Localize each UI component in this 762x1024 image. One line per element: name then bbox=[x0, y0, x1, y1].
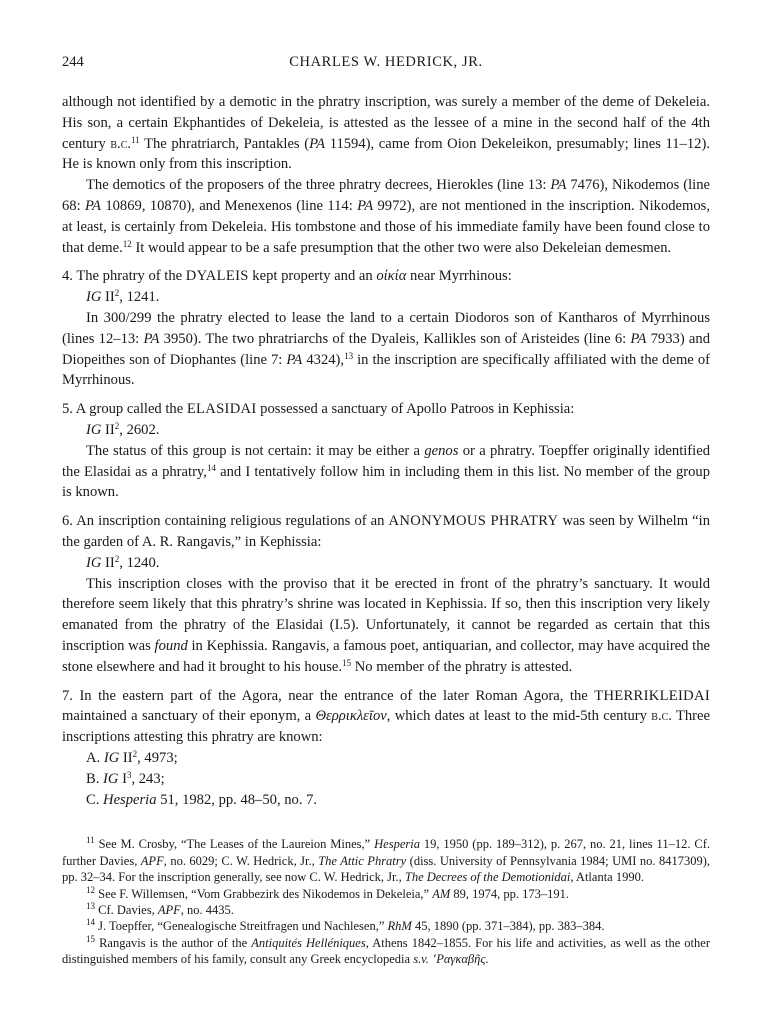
text-run: See M. Crosby, “The Leases of the Laureion Mines,” bbox=[94, 837, 375, 852]
text-run: C. bbox=[86, 791, 104, 808]
text-run: genos bbox=[424, 442, 459, 459]
footnote-13 bbox=[62, 902, 710, 918]
text-run: IG bbox=[86, 421, 102, 438]
text-run: found bbox=[154, 637, 188, 654]
text-run: or a phratry. Toepffer originally identified the Elasidai as a phratry, bbox=[62, 442, 710, 480]
text-run: II bbox=[101, 289, 115, 306]
footnote-number: 12 bbox=[86, 884, 95, 895]
greek-term: οἰκία bbox=[376, 268, 407, 285]
text-run: 4324), bbox=[302, 351, 345, 368]
text-run: , 4973; bbox=[137, 749, 178, 766]
text-run: Three inscriptions attesting this phratry are known: bbox=[62, 708, 710, 746]
main-text bbox=[62, 92, 710, 810]
text-run: 3950). The two phratriarchs of the Dyaleis, Kallikles son of Aristeides (line 6: bbox=[159, 330, 631, 347]
paragraph bbox=[62, 441, 710, 503]
text-run: RhM bbox=[387, 919, 412, 934]
text-run: APF bbox=[140, 853, 164, 868]
text-run: PA bbox=[630, 330, 647, 347]
paragraph bbox=[62, 574, 710, 678]
footnote-12 bbox=[62, 886, 710, 902]
text-run: although not identified by a demotic in the phratry inscription, was surely a member of the deme of Dekeleia. His son, a certain Ekphantides of Dekeleia, is attested as the lessee of a mine in the second half of the 4th century bbox=[62, 94, 710, 152]
entry-heading bbox=[62, 686, 710, 748]
text-run: 11594), came from Oion Dekeleikon, presumably; lines 11–12). He is known only from this inscription. bbox=[62, 135, 710, 173]
inscription-item bbox=[62, 769, 710, 790]
text-run: The Attic Phratry bbox=[318, 853, 407, 868]
footnote-ref: 13 bbox=[344, 350, 354, 361]
text-run: 19, 1950 (pp. 189–312), p. 267, no. 21, lines 11–12. Cf. further Davies, bbox=[62, 837, 710, 868]
text-run: in the inscription are specifically affiliated with the deme of Myrrhinous. bbox=[62, 351, 710, 389]
text-run: near Myrrhinous: bbox=[406, 268, 512, 285]
text-run: s.v. bbox=[413, 952, 429, 967]
text-run: , no. 4435. bbox=[180, 902, 234, 917]
text-run: maintained a sanctuary of their eponym, a bbox=[62, 708, 316, 725]
text-run: , 1240. bbox=[119, 554, 160, 571]
text-run: 51, 1982, pp. 48–50, no. 7. bbox=[156, 791, 318, 808]
text-run: PA bbox=[357, 197, 374, 214]
inscription-item bbox=[62, 748, 710, 769]
entry-heading bbox=[62, 511, 710, 553]
footnotes bbox=[62, 836, 710, 967]
text-run: , Atlanta 1990. bbox=[570, 870, 644, 885]
inscription-item bbox=[62, 790, 710, 811]
paragraph bbox=[62, 175, 710, 258]
text-run: kept property and an bbox=[248, 268, 377, 285]
text-run: In 300/299 the phratry elected to lease the land to a certain Diodoros son of Kantharos of Myrrhinous (lines 12–13: bbox=[62, 309, 710, 347]
superscript: 2 bbox=[132, 748, 138, 759]
entry-number: 4. bbox=[62, 268, 73, 285]
text-run: AM bbox=[432, 886, 451, 901]
entry-number: 6. bbox=[62, 513, 73, 530]
footnote-number: 11 bbox=[86, 835, 95, 846]
text-run: Antiquités Helléniques bbox=[251, 935, 366, 950]
text-run: IG bbox=[103, 770, 119, 787]
paragraph bbox=[62, 92, 710, 175]
text-run: The status of this group is not certain: it may be either a bbox=[86, 442, 425, 459]
text-run: IG bbox=[103, 749, 120, 766]
footnote-ref: 12 bbox=[122, 238, 132, 249]
text-run: I bbox=[118, 770, 127, 787]
greek-term: ʽΡαγκαβῆς bbox=[432, 952, 486, 967]
text-run: , Athens 1842–1855. For his life and activities, as well as the other distinguished members of his family, consult any Greek encyclopedia bbox=[62, 935, 710, 967]
text-run: B. bbox=[86, 770, 104, 787]
text-run: The phratriarch, Pantakles ( bbox=[139, 135, 310, 152]
running-head: CHARLES W. HEDRICK, JR. bbox=[289, 54, 483, 70]
superscript: 2 bbox=[114, 553, 120, 564]
text-run: , which dates at least to the mid-5th century bbox=[386, 708, 652, 725]
greek-term: Θερρικλεῖον bbox=[315, 708, 387, 725]
text-run: , 243; bbox=[131, 770, 165, 787]
text-run: Hesperia bbox=[103, 791, 157, 808]
text-run: in Kephissia. Rangavis, a famous poet, antiquarian, and collector, may have acquired the stone elsewhere and had it brought to his house. bbox=[62, 637, 710, 675]
text-run: PA bbox=[85, 197, 101, 214]
footnote-ref: 11 bbox=[131, 134, 140, 145]
text-run: , no. 6029; C. W. Hedrick, Jr., bbox=[163, 853, 319, 868]
text-run: b.c. bbox=[651, 708, 672, 725]
entry-heading bbox=[62, 399, 710, 420]
text-run: and I tentatively follow him in including them in this list. No member of the group is known. bbox=[62, 463, 710, 501]
footnote-14 bbox=[62, 918, 710, 934]
text-run: IG bbox=[86, 554, 102, 571]
text-run: . bbox=[485, 952, 489, 967]
phratry-name: DYALEIS bbox=[185, 268, 249, 285]
text-run: 45, 1890 (pp. 371–384), pp. 383–384. bbox=[411, 919, 605, 934]
text-run: The Decrees of the Demotionidai bbox=[404, 870, 571, 885]
text-run: (diss. University of Pennsylvania 1984; UMI no. 8417309), pp. 32–34. For the inscription generally, see now C. W. Hedrick, Jr., bbox=[62, 853, 710, 885]
footnote-ref: 15 bbox=[342, 657, 352, 668]
text-run: See F. Willemsen, “Vom Grabbezirk des Nikodemos in Dekeleia,” bbox=[95, 886, 433, 901]
text-run: It would appear to be a safe presumption that the other two were also Dekeleian demesmen. bbox=[131, 239, 672, 256]
entry-number: 5. bbox=[62, 401, 73, 418]
text-run: Rangavis is the author of the bbox=[95, 935, 252, 950]
page-header bbox=[62, 50, 710, 76]
paragraph bbox=[62, 308, 710, 391]
catalog-entry-6 bbox=[62, 511, 710, 677]
superscript: 2 bbox=[114, 288, 120, 299]
footnote-ref: 14 bbox=[206, 462, 216, 473]
footnote-number: 15 bbox=[86, 933, 95, 944]
text-run: PA bbox=[143, 330, 160, 347]
text-run: 9972), are not mentioned in the inscription. Nikodemos, at least, is certainly from Dekeleia. His tombstone and those of his immediate family have been found close to that deme. bbox=[62, 197, 710, 256]
text-run: was seen by Wilhelm “in the garden of A. R. Rangavis,” in Kephissia: bbox=[62, 513, 710, 550]
text-run: A group called the bbox=[72, 401, 187, 418]
text-run: J. Toepffer, “Genealogische Streitfragen und Nachlesen,” bbox=[95, 919, 388, 934]
inscription-ref bbox=[62, 420, 710, 441]
text-run: PA bbox=[550, 177, 567, 194]
superscript: 2 bbox=[114, 420, 120, 431]
text-run: II bbox=[101, 421, 115, 438]
text-run: In the eastern part of the Agora, near the entrance of the later Roman Agora, the bbox=[72, 687, 595, 704]
catalog-entry-4 bbox=[62, 266, 710, 391]
text-run: 7476), Nikodemos (line 68: bbox=[62, 177, 710, 214]
entry-number: 7. bbox=[62, 687, 73, 704]
page-number: 244 bbox=[62, 54, 84, 70]
phratry-name: ELASIDAI bbox=[186, 401, 257, 418]
text-run: An inscription containing religious regulations of an bbox=[72, 513, 389, 530]
inscription-ref bbox=[62, 287, 710, 308]
text-run: 7933) and Diopeithes son of Diophantes (line 7: bbox=[62, 330, 710, 368]
text-run: II bbox=[101, 554, 115, 571]
text-run: II bbox=[119, 749, 133, 766]
text-run: No member of the phratry is attested. bbox=[351, 658, 573, 675]
text-run: The demotics of the proposers of the three phratry decrees, Hierokles (line 13: bbox=[86, 177, 551, 194]
text-run: , 1241. bbox=[119, 289, 160, 306]
page bbox=[62, 50, 710, 968]
text-run: , 2602. bbox=[119, 421, 160, 438]
text-run: 10869, 10870), and Menexenos (line 114: bbox=[100, 197, 358, 214]
footnote-15 bbox=[62, 935, 710, 968]
footnote-11 bbox=[62, 836, 710, 885]
text-run: PA bbox=[286, 351, 303, 368]
catalog-entry-5 bbox=[62, 399, 710, 503]
text-run: The phratry of the bbox=[72, 268, 186, 285]
text-run: Cf. Davies, bbox=[95, 902, 158, 917]
phratry-name: ANONYMOUS PHRATRY bbox=[388, 513, 559, 530]
text-run: b.c. bbox=[110, 135, 132, 152]
text-run: PA bbox=[309, 135, 326, 152]
text-run: IG bbox=[86, 289, 102, 306]
catalog-entry-7 bbox=[62, 686, 710, 811]
footnote-number: 14 bbox=[86, 917, 95, 928]
text-run: possessed a sanctuary of Apollo Patroos in Kephissia: bbox=[256, 401, 575, 418]
inscription-ref bbox=[62, 553, 710, 574]
text-run: APF bbox=[157, 902, 181, 917]
text-run: Hesperia bbox=[374, 837, 420, 852]
footnote-number: 13 bbox=[86, 900, 95, 911]
phratry-name: THERRIKLEIDAI bbox=[594, 687, 710, 704]
text-run: This inscription closes with the proviso that it be erected in front of the phratry’s sanctuary. It would therefore seem likely that this phratry’s shrine was located in Kephissia. If so, then this inscription very likely emanated from the phratry of the Elasidai (I.5). Unfortunately, it cannot be regarded as certain that this inscription was bbox=[62, 575, 710, 654]
entry-heading bbox=[62, 266, 710, 287]
text-run: 89, 1974, pp. 173–191. bbox=[450, 886, 570, 901]
text-run: A. bbox=[86, 749, 104, 766]
superscript: 3 bbox=[126, 769, 132, 780]
